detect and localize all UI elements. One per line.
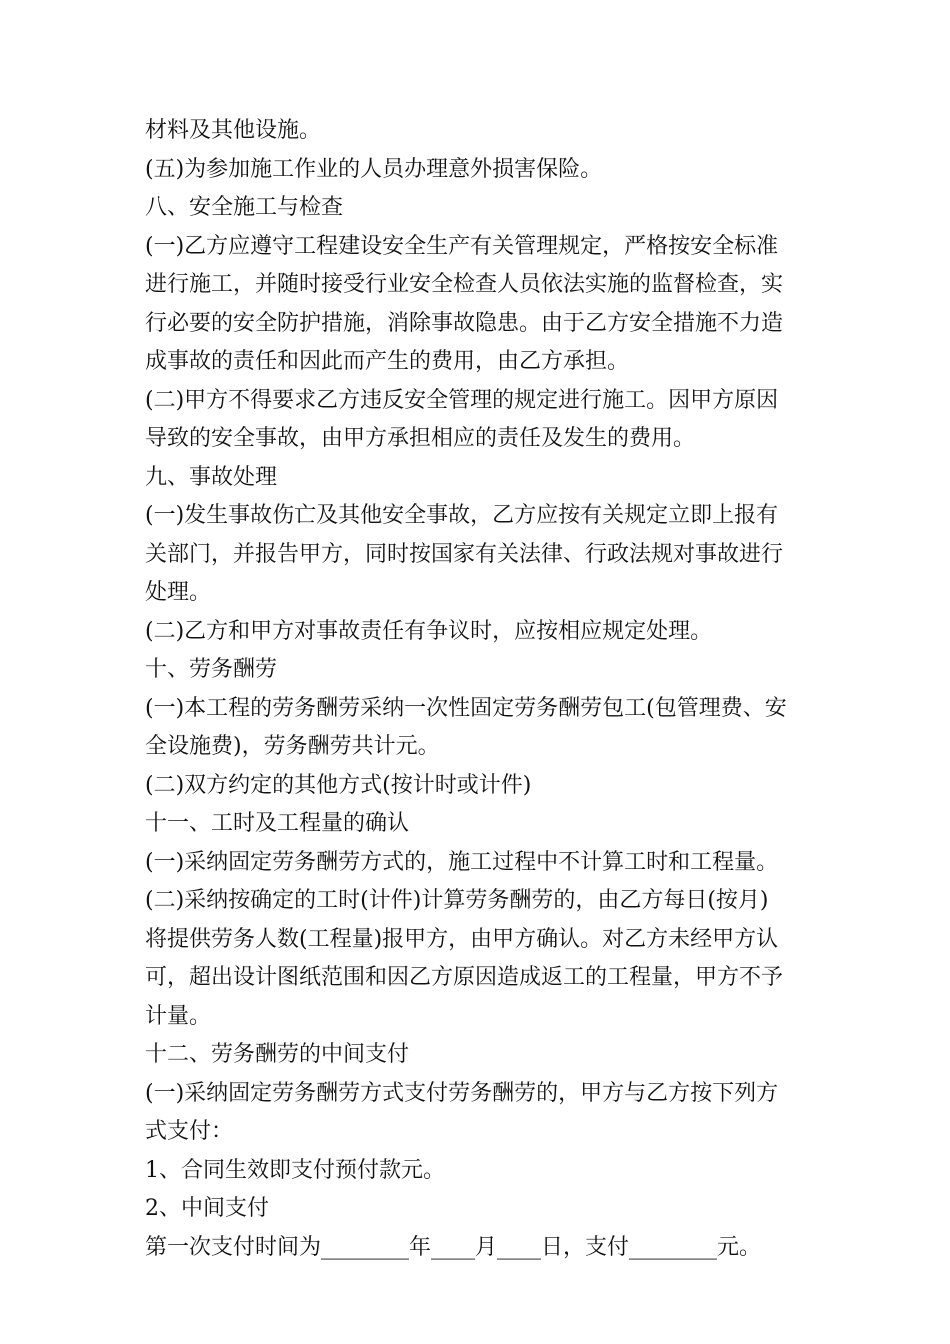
text-line: (二)乙方和甲方对事故责任有争议时，应按相应规定处理。 [145,618,713,644]
text-line: 材料及其他设施。 [145,118,322,143]
text-line: 将提供劳务人数(工程量)报甲方，由甲方确认。对乙方未经甲方认 [145,926,779,952]
section-heading: 九、事故处理 [145,464,278,490]
text-line: 进行施工，并随时接受行业安全检查人员依法实施的监督检查，实 [145,272,784,297]
section-heading: 十一、工时及工程量的确认 [145,811,410,836]
text-line: (二)甲方不得要求乙方违反安全管理的规定进行施工。因甲方原因 [145,387,779,413]
text-line: 可，超出设计图纸范围和因乙方原因造成返工的工程量，甲方不予 [145,965,784,990]
text-line: 式支付： [145,1119,234,1144]
section-heading: 八、安全施工与检查 [145,195,344,220]
text-line: 行必要的安全防护措施，消除事故隐患。由于乙方安全措施不力造 [145,310,784,336]
section-heading: 十、劳务酬劳 [145,657,278,682]
section-heading: 十二、劳务酬劳的中间支付 [145,1042,410,1067]
text-line: (一)采纳固定劳务酬劳方式支付劳务酬劳的，甲方与乙方按下列方 [145,1080,779,1106]
text-line: (五)为参加施工作业的人员办理意外损害保险。 [145,156,603,182]
text-line: (一)采纳固定劳务酬劳方式的，施工过程中不计算工时和工程量。 [145,849,779,875]
text-line: 成事故的责任和因此而产生的费用，由乙方承担。 [145,349,630,374]
text-line: 全设施费)，劳务酬劳共计元。 [145,734,440,759]
text-line: (一)本工程的劳务酬劳采纳一次性固定劳务酬劳包工(包管理费、安 [145,695,787,721]
text-line: (一)发生事故伤亡及其他安全事故，乙方应按有关规定立即上报有 [145,503,779,528]
payment-schedule-line: 第一次支付时间为________年____月____日，支付________元。 [145,1234,762,1260]
text-line: 关部门，并报告甲方，同时按国家有关法律、行政法规对事故进行 [145,541,784,567]
text-line: 导致的安全事故，由甲方承担相应的责任及发生的费用。 [145,426,696,451]
text-line: (二)采纳按确定的工时(计件)计算劳务酬劳的，由乙方每日(按月) [145,888,769,913]
text-line: 1、合同生效即支付预付款元。 [145,1157,445,1183]
text-line: 计量。 [145,1003,212,1029]
document-body [145,112,810,1267]
text-line: 2、中间支付 [145,1196,269,1221]
text-line: (一)乙方应遵守工程建设安全生产有关管理规定，严格按安全标准 [145,233,779,259]
text-line: 处理。 [145,580,212,605]
text-line: (二)双方约定的其他方式(按计时或计件) [145,772,532,798]
